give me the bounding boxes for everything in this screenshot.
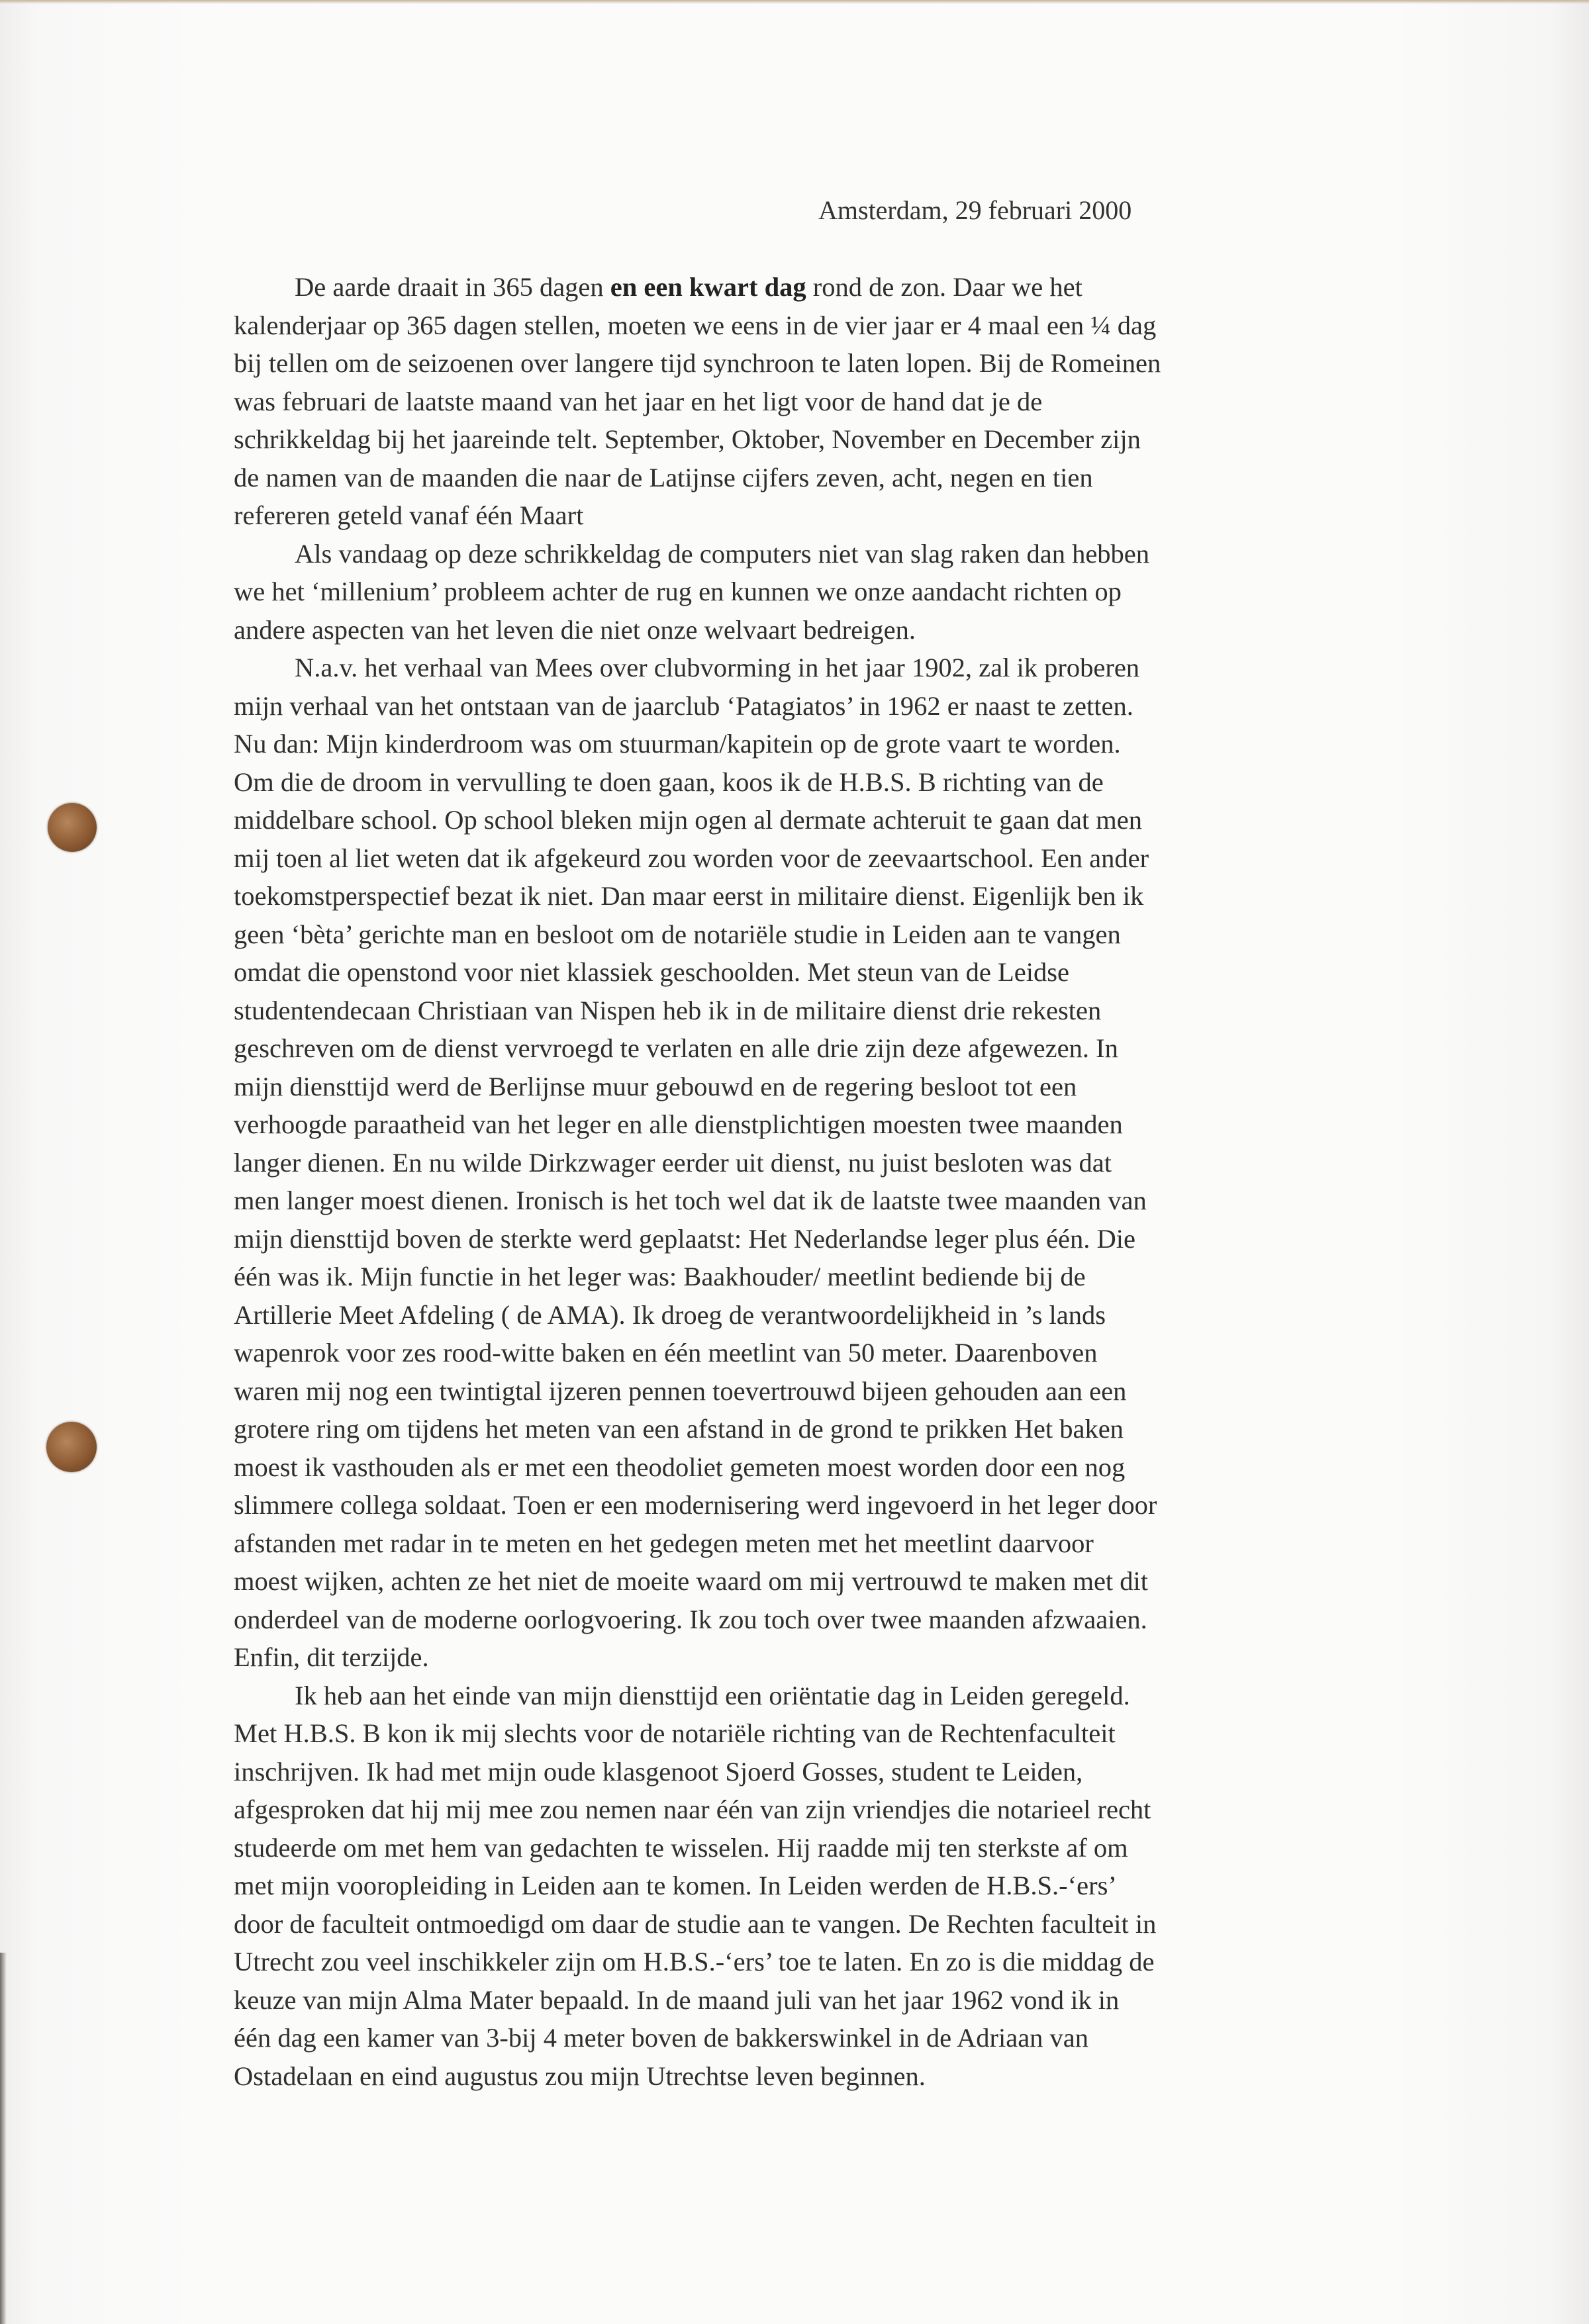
text-line: Utrecht zou veel inschikkeler zijn om H.B.S.-‘ers’ toe te laten. En zo is die middag de [234,1947,1155,1976]
text-line: Om die de droom in vervulling te doen gaan, koos ik de H.B.S. B richting van de [234,767,1104,797]
text-line: Ostadelaan en eind augustus zou mijn Utrechtse leven beginnen. [234,2061,926,2091]
text-line: mij toen al liet weten dat ik afgekeurd zou worden voor de zeevaartschool. Een ander [234,843,1149,873]
text-line: verhoogde paraatheid van het leger en alle dienstplichtigen moesten twee maanden [234,1109,1123,1139]
text-line: langer dienen. En nu wilde Dirkzwager eerder uit dienst, nu juist besloten was dat [234,1147,1112,1178]
text-line: mijn verhaal van het ontstaan van de jaarclub ‘Patagiatos’ in 1962 er naast te zetten. [234,690,1133,721]
text-line: geschreven om de dienst vervroegd te verlaten en alle drie zijn deze afgewezen. In [234,1033,1118,1063]
text-line: grotere ring om tijdens het meten van een afstand in de grond te prikken Het baken [234,1414,1124,1444]
bold-phrase: en een kwart dag [610,272,806,302]
text-line: omdat die openstond voor niet klassiek geschoolden. Met steun van de Leidse [234,957,1069,987]
text-line: keuze van mijn Alma Mater bepaald. In de maand juli van het jaar 1962 vond ik in [234,1984,1120,2015]
text-line: andere aspecten van het leven die niet onze welvaart bedreigen. [234,614,916,645]
text-line: één dag een kamer van 3-bij 4 meter boven de bakkerswinkel in de Adriaan van [234,2023,1089,2053]
text-line: studentendecaan Christiaan van Nispen heb ik in de militaire dienst drie rekesten [234,995,1102,1025]
text-line: we het ‘millenium’ probleem achter de rug en kunnen we onze aandacht richten op [234,577,1122,606]
letter-body [234,268,1372,2095]
text-line: was februari de laatste maand van het jaar en het ligt voor de hand dat je de [234,386,1043,416]
text-line: onderdeel van de moderne oorlogvoering. Ik zou toch over twee maanden afzwaaien. [234,1604,1147,1634]
text-line: Als vandaag op deze schrikkeldag de computers niet van slag raken dan hebben [295,538,1150,569]
text-line: door de faculteit ontmoedigd om daar de studie aan te vangen. De Rechten faculteit in [234,1908,1157,1939]
text-line: de namen van de maanden die naar de Latijnse cijfers zeven, acht, negen en tien [234,462,1093,492]
text-line: inschrijven. Ik had met mijn oude klasgenoot Sjoerd Gosses, student te Leiden, [234,1756,1083,1787]
text-line: met mijn vooropleiding in Leiden aan te komen. In Leiden werden de H.B.S.-‘ers’ [234,1871,1117,1900]
text-line: bij tellen om de seizoenen over langere tijd synchroon te laten lopen. Bij de Romeinen [234,348,1161,378]
text-line: moest wijken, achten ze het niet de moeite waard om mij vertrouwd te maken met dit [234,1566,1149,1596]
text-line: Nu dan: Mijn kinderdroom was om stuurman/kapitein op de grote vaart te worden. [234,729,1121,759]
text-line: Ik heb aan het einde van mijn diensttijd een oriëntatie dag in Leiden geregeld. [295,1680,1130,1710]
text-line: slimmere collega soldaat. Toen er een modernisering werd ingevoerd in het leger door [234,1490,1157,1520]
punch-hole-top [48,803,97,852]
text-line: Artillerie Meet Afdeling ( de AMA). Ik droeg de verantwoordelijkheid in ’s lands [234,1299,1106,1330]
text-line: toekomstperspectief bezat ik niet. Dan maar eerst in militaire dienst. Eigenlijk ben ik [234,881,1144,911]
text-line: mijn diensttijd werd de Berlijnse muur gebouwd en de regering besloot tot een [234,1071,1077,1101]
text-line: kalenderjaar op 365 dagen stellen, moeten we eens in de vier jaar er 4 maal een ¼ dag [234,310,1157,340]
page-top-edge [0,0,1589,4]
text-line: middelbare school. Op school bleken mijn ogen al dermate achteruit te gaan dat men [234,805,1143,835]
text-line: afstanden met radar in te meten en het gedegen meten met het meetlint daarvoor [234,1528,1094,1558]
text-line-segment: rond de zon. Daar we het [806,272,1083,302]
page-left-edge-shadow [0,1953,7,2324]
text-line: schrikkeldag bij het jaareinde telt. September, Oktober, November en December zijn [234,424,1141,454]
text-line-segment: De aarde draait in 365 dagen [295,272,610,302]
text-line: één was ik. Mijn functie in het leger was: Baakhouder/ meetlint bediende bij de [234,1262,1086,1291]
text-line: waren mij nog een twintigtal ijzeren pennen toevertrouwd bijeen gehouden aan een [234,1375,1127,1406]
text-line: mijn diensttijd boven de sterkte werd geplaatst: Het Nederlandse leger plus één. Die [234,1223,1135,1254]
text-line: moest ik vasthouden als er met een theodoliet gemeten moest worden door een nog [234,1452,1126,1482]
text-line: wapenrok voor zes rood-witte baken en één meetlint van 50 meter. Daarenboven [234,1338,1098,1368]
text-line: N.a.v. het verhaal van Mees over clubvorming in het jaar 1902, zal ik proberen [295,653,1140,682]
text-line: geen ‘bèta’ gerichte man en besloot om de notariële studie in Leiden aan te vangen [234,919,1121,949]
text-line: men langer moest dienen. Ironisch is het toch wel dat ik de laatste twee maanden van [234,1185,1147,1215]
text-line: Enfin, dit terzijde. [234,1642,429,1672]
text-line: studeerde om met hem van gedachten te wisselen. Hij raadde mij ten sterkste af om [234,1832,1128,1863]
text-line [234,268,1372,306]
text-line: refereren geteld vanaf één Maart [234,500,584,530]
punch-hole-bottom [46,1422,97,1472]
text-line: afgesproken dat hij mij mee zou nemen naar één van zijn vriendjes die notarieel recht [234,1794,1151,1824]
text-line: Met H.B.S. B kon ik mij slechts voor de notariële richting van de Rechtenfaculteit [234,1718,1116,1748]
letter-date-line: Amsterdam, 29 februari 2000 [818,195,1132,225]
